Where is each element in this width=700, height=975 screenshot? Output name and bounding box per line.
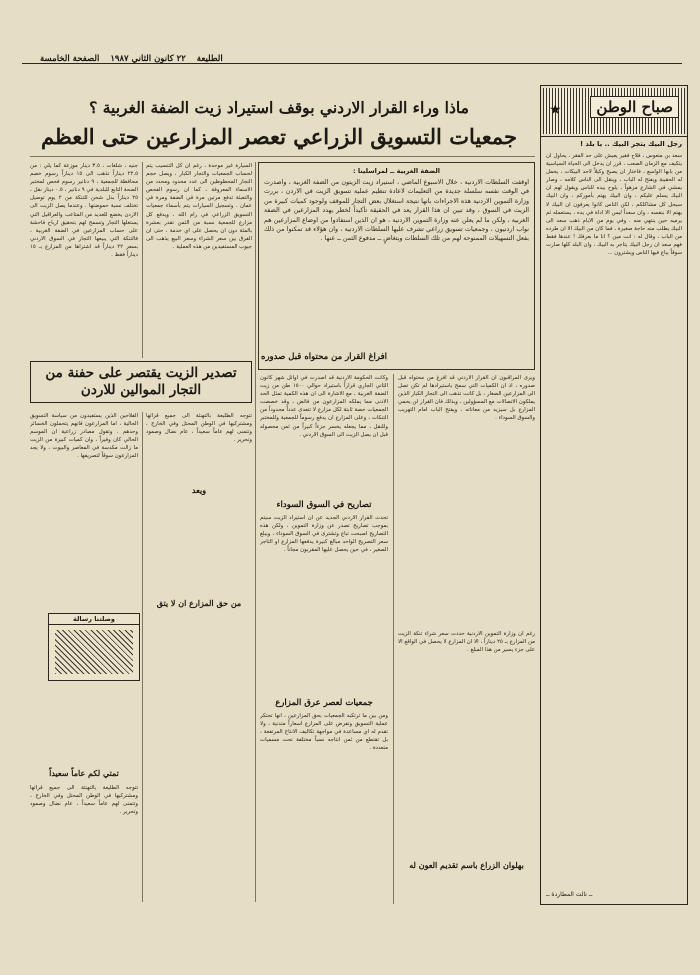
stamp-label: وصلتنا رسالة xyxy=(49,614,139,625)
main-headline: جمعيات التسويق الزراعي تعصر المزارعين حتى العظم xyxy=(41,124,517,149)
folio-page: الصفحة الخامسة xyxy=(40,54,100,64)
column-divider xyxy=(255,162,256,902)
intro-box xyxy=(258,162,535,370)
subhead-1: افراغ القرار من محتواه قبل صدوره xyxy=(261,352,387,362)
left-subhead-2: من حق المزارع ان لا يتق xyxy=(156,598,242,608)
column-text: سعد بن متعوس ، فلاح فقير يعيش على حد الفقر ، يحاول ان يتكيف مع الزمان الصعب ، قرر ان يدخل الى الحياة السياسية من بابها الواسع ، فاختار ان يصبح وكيلاً لاحد البيكات ، يحمل له الحقيبة ويفتح له الباب ، وينقل الى الناس كلامه ، وصار يمشي في الشارع مزهواً ، يلوح بيده للناس ويقول لهم ان البيك يسلم عليكم ، وان البيك يهتم بأموركم ، وان البيك سيحل كل مشاكلكم ، لكن الناس كانوا يعرفون ان البيك لا يهتم الا بنفسه ، وان سعداً ليس الا اداة في يده ، يستعمله ثم يرميه حين ينتهي منه . وفي يوم من الايام ذهب سعد الى البيك يطلب منه حاجة صغيرة ، فما كان من البيك الا ان طرده من الباب ، وقال له : انت مين ؟ انا ما بعرفك ! عندها فقط فهم سعد ان رجل البيك يتاجر به البيك ، وان البلد كلها صارت سوقاً يباع فيها الناس ويشترون ... xyxy=(546,153,682,257)
left-subhead-1: ويعد xyxy=(191,485,207,495)
column-left-greeting: تتوجه الطليعة بالتهنئة الى جميع قرائها ومشتركيها في الوطن المحتل وفي الخارج ، وتتمنى لهم عاماً سعيداً ، عام نضال وصمود وتحرير . xyxy=(30,785,138,816)
column-mid-3: تحدث القرار الاردني الجديد عن ان استيراد الزيت سيتم بموجب تصاريح تصدر عن وزارة التموين ، ولكن هذه التصاريح اصبحت تباع وتشترى في السوق السوداء ، ويبلغ سعر التصريح الواحد مبالغ كبيرة يدفعها المزارع او التاجر الصغير ، في حين يحصل عليها المقربون مجاناً . xyxy=(260,515,388,554)
star-icon: ★ xyxy=(549,102,562,118)
subhead-4: بهلوان الزراع باسم تقديم العون له xyxy=(409,860,524,870)
intro-box-title: الضفة الغربية ــ لمراسلينا : xyxy=(352,167,441,175)
column-left-lower-a: الفلاحين الذين يستفيدون من سياسة التسويق الحالية ، اما المزارعون فانهم يتحملون الخسائر وحدهم . وتقول مصادر زراعية ان الموسم الحالي كان وفيراً ، وان كميات كبيرة من الزيت ما زالت مكدسة في المعاصر والبيوت ، ولا يجد المزارعون سوقاً لتصريفها . xyxy=(30,413,138,460)
top-rule xyxy=(22,63,682,64)
banner-headline: تصدير الزيت يقتصر على حفنة من التجار الموالين للاردن xyxy=(30,361,252,403)
column-mid-4: ومن بين ما ترتكبه الجمعيات بحق المزارعين ، انها تحتكر عملية التسويق وتفرض على المزارع اسعاراً متدنية ، ولا تقدم له اي مساعدة في مواجهة تكاليف الانتاج المرتفعة ، بل تقتطع من ثمن انتاجه نسباً مختلفة تحت مسميات متعددة . xyxy=(260,713,388,752)
headline-rule xyxy=(30,156,535,157)
left-subhead-3: تمتي لكم عاماً سعيداً xyxy=(49,768,119,778)
masthead-title: صباح الوطن xyxy=(590,96,679,118)
stamp-illustration xyxy=(55,630,133,674)
column-left-lower-b: تتوجه الطليعة بالتهنئة الى جميع قرائها ومشتركيها في الوطن المحتل وفي الخارج ، وتتمنى لهم عاماً سعيداً ، عام نضال وصمود وتحرير . xyxy=(146,413,252,444)
folio-newspaper: الطليعة xyxy=(196,54,223,64)
column-divider xyxy=(393,374,394,904)
intro-box-text: اوقفت السلطات الاردنية ، خلال الاسبوع الماضي ، استيراد زيت الزيتون من الضفة الغربية ، واصدرت في الوقت نفسه سلسلة جديدة من التعليمات لاعادة تنظيم عملية تسويق الزيت في الاردن ، بررت وزارة التموين الاردنية هذه الاجراءات بانها نتيجة استغلال بعض التجار للموقف ولوجود كميات كبيرة من الزيت في السوق ، وقد تبين ان هذا القرار يعد في الحقيقة تأكيداً لخطر يهدد المزارعين في الضفة الغربية ، ولكن ما لم يعلن عنه وزارة التموين الاردنية ، هو ان الذين استفادوا من اوضاع المزارعين هم نواب اردنيون ، وجمعيات تسويق زراعي تشرف عليها السلطات الاردنية ، وان هؤلاء قد تمكنوا من ذلك بفعل التسهيلات الممنوحة لهم من تلك السلطات وبتغاضٍ ــ مدفوع الثمن ــ عنها . xyxy=(264,179,529,243)
column-mid-5: رغم ان وزارة التموين الاردنية حددت سعر شراء تنكة الزيت من المزارع بـ ٢٥ ديناراً ، الا ان المزارع لا يحصل في الواقع الا على جزء يسير من هذا المبلغ . xyxy=(398,631,535,654)
subhead-3: جمعيات لعصر عرق المزارع xyxy=(275,698,373,708)
folio-date: ٢٢ كانون الثاني ١٩٨٧ xyxy=(110,54,186,64)
column-intro: رجل البيك يتجر البيك .. يا بلد ! xyxy=(579,140,682,148)
column-mid: وكانت الحكومة الاردنية قد اصدرت في اوائل شهر كانون الثاني الجاري قراراً باستيراد حوالي ١٥٠٠ طن من زيت الضفة الغربية ، مع الاشارة الى ان هذه الكمية تمثل الحد الادنى مما يملكه المزارعون من فائض ، وقد خصصت الجمعيات حصة ثابتة لكل مزارع لا تتعدى عدداً محدوداً من التنكات ، وعلى المزارع ان يدفع رسوماً للجمعية وللمختبر وللنقل ، مما يجعله يخسر جزءاً كبيراً من ثمن محصوله قبل ان يصل الزيت الى السوق الاردني . xyxy=(260,375,388,438)
column-far-left: جنيه ، شلغات ، ٣.٥ دينار موزعة كما يلي : من ٢٢.٥ ديناراً تذهب الى ١٥ ديناراً رسوم خصم محافظة للجمعية ، ٩ دنانير رسوم فحص لمختبر الصحة التابع للبلدية في ٩ دنانير ، ٠.٥ دينار نقل ، ٢٥ ديناراً بدل شحن للتنكة من ٢ يوم توصيل تختلف نسبة حموضتها . وعندما يصل الزيت الى الاردن يخضع للعديد من المتاعب والعراقيل التي يستغلها التجار وتسمح لهم بتحقيق ارباح فاحشة على حساب المزارعين في الضفة الغربية ، فالتنكة التي يبيعها التجار في السوق الاردني بسعر ٢٢ ديناراً قد اشتراها من المزارع بـ ١٥ ديناراً فقط . xyxy=(30,163,138,259)
subhead-2: تصاريح في السوق السوداء xyxy=(276,500,372,510)
kicker-headline: ماذا وراء القرار الاردني بوقف استيراد زيت الضفة الغربية ؟ xyxy=(89,98,469,117)
column-mid-2: ويرى المراقبون ان القرار الاردني قد افرغ من محتواه قبل صدوره ، اذ ان الكميات التي سمح باستيرادها لم تكن تصل الى المزارعين الصغار ، بل كانت تذهب الى التجار الكبار الذين يملكون الاتصالات مع المسؤولين ، وبذلك فان القرار لن يحمي المزارع بل سيزيد من معاناته ، ويفتح الباب امام التهريب والسوق السوداء . xyxy=(398,375,535,422)
sabah-al-watan-column xyxy=(540,85,688,905)
letter-stamp-graphic xyxy=(48,613,140,681)
column-divider xyxy=(142,162,143,358)
column-divider xyxy=(142,412,143,902)
column-signature: ــ نالت المطاردة ــ xyxy=(546,891,593,898)
column-mid-left: السيارة غير موحدة ، رغم ان كل التنسيب يتم لحساب الجمعيات والتجار الكبار ، ويصل حجم التجار المحظوظين الى عدد محدود ومحدد من الاسماء المعروفة ، كما ان رسوم الفحص والتعبئة تدفع مرتين مرة في الضفة ومرة في عمان . وتسجيل السيارات يتم بأسماء جمعيات التسويق الزراعي في رام الله ، ويدفع كل مزارع للجمعية نسبة من الثمن تقدر بعشرة بالمئة دون ان يحصل على اي خدمة ، حتى ان الفرق بين سعر الشراء وسعر البيع يذهب الى جيوب المستفيدين من هذه العملية . xyxy=(146,163,252,250)
column-masthead xyxy=(541,86,687,137)
